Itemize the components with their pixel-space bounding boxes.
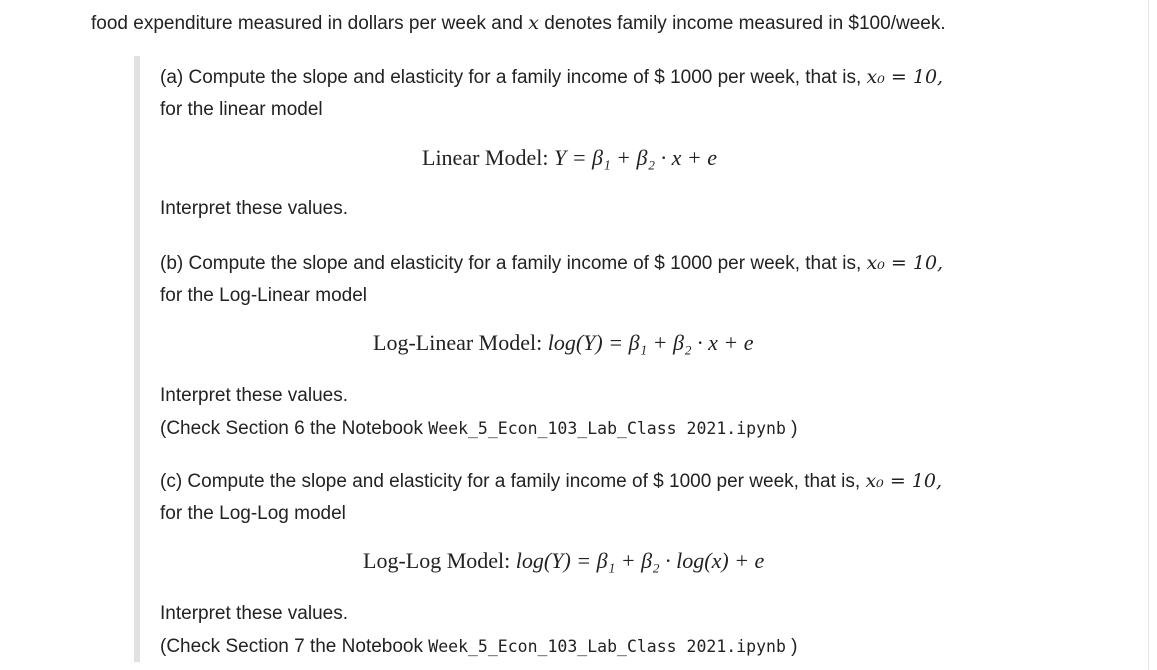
part-c-condition: x₀ = 10,: [865, 470, 943, 492]
linear-model-equation: [422, 145, 717, 171]
part-b-text: (b) Compute the slope and elasticity for a family income of $ 1000 per week, that is,: [160, 253, 867, 274]
log-log-model-formula: log(Y) = β₁ + β₂ · log(x) + e: [515, 548, 765, 573]
part-b-question-line1: [160, 252, 943, 275]
log-log-model-equation: [363, 548, 764, 574]
part-c-interpret: Interpret these values.: [160, 603, 348, 624]
part-c-text: (c) Compute the slope and elasticity for a family income of $ 1000 per week, that is,: [160, 471, 866, 492]
part-b-check-close: ): [785, 418, 798, 439]
part-b-condition: x₀ = 10,: [866, 252, 944, 274]
part-c-check-text: (Check Section 7 the Notebook: [160, 636, 429, 657]
part-c-question-line1: [160, 470, 942, 493]
income-variable: x: [528, 12, 539, 34]
part-c-notebook-filename: Week_5_Econ_103_Lab_Class 2021.ipynb: [428, 637, 786, 656]
log-linear-model-formula: log(Y) = β₁ + β₂ · x + e: [547, 330, 754, 355]
part-b-interpret: Interpret these values.: [160, 385, 348, 406]
part-c-check-close: ): [785, 636, 798, 657]
part-a-condition: x₀ = 10,: [866, 66, 944, 88]
part-a-question-line2: for the linear model: [160, 99, 323, 120]
log-linear-model-label: Log-Linear Model:: [373, 330, 548, 355]
part-b-notebook-filename: Week_5_Econ_103_Lab_Class 2021.ipynb: [428, 419, 786, 438]
blockquote-bar: [134, 56, 140, 662]
intro-line: [91, 12, 946, 35]
part-a-interpret: Interpret these values.: [160, 198, 348, 219]
part-c-check-note: [160, 636, 798, 658]
part-b-question-line2: for the Log-Linear model: [160, 285, 368, 306]
part-c-question-line2: for the Log-Log model: [160, 503, 346, 524]
part-a-text: (a) Compute the slope and elasticity for a family income of $ 1000 per week, that is,: [160, 67, 867, 88]
part-b-check-note: [160, 418, 798, 440]
intro-text-end: denotes family income measured in $100/week.: [539, 13, 946, 34]
part-a-question-line1: [160, 66, 943, 89]
log-linear-model-equation: [373, 330, 754, 356]
log-log-model-label: Log-Log Model:: [363, 548, 516, 573]
intro-text-start: food expenditure measured in dollars per week and: [91, 13, 529, 34]
linear-model-label: Linear Model:: [422, 145, 554, 170]
linear-model-formula: Y = β₁ + β₂ · x + e: [553, 145, 717, 170]
page-edge-rule: [1148, 0, 1149, 670]
part-b-check-text: (Check Section 6 the Notebook: [160, 418, 429, 439]
